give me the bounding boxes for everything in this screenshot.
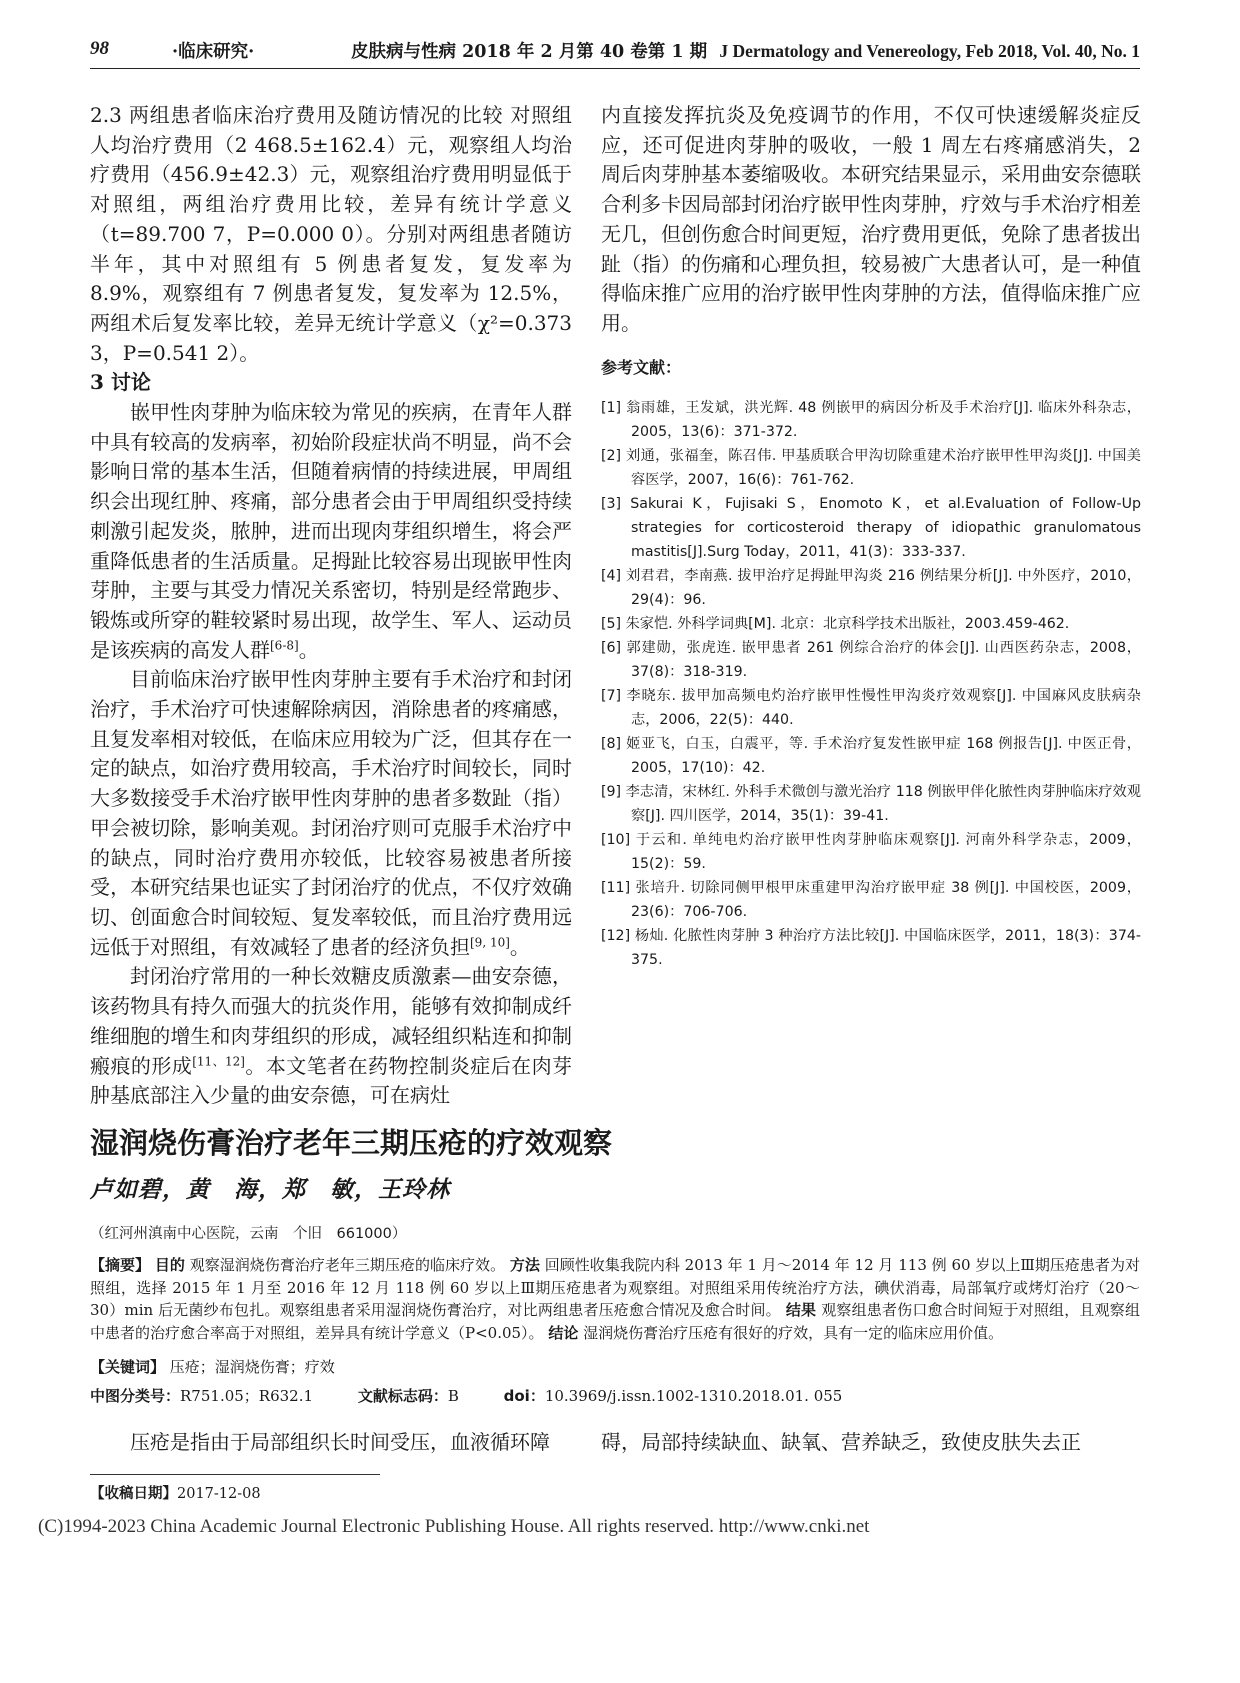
citation: [9, 10] <box>470 935 510 950</box>
paragraph-text: 嵌甲性肉芽肿为临床较为常见的疾病，在青年人群中具有较高的发病率，初始阶段症状尚不明显，尚不会影响日常的基本生活，但随着病情的持续进展，甲周组织会出现红肿、疼痛，部分患者会由于甲周组织受持续刺激引起发炎，脓肿，进而出现肉芽组织增生，将会严重降低患者的生活质量。足拇趾比较容易出现嵌甲性肉芽肿，主要与其受力情况关系密切，特别是经常跑步、锻炼或所穿的鞋较紧时易出现，故学生、军人、运动员是该疾病的高发人群 <box>90 400 572 662</box>
received-label: 【收稿日期】 <box>90 1486 177 1502</box>
received-value: 2017-12-08 <box>177 1486 261 1502</box>
doi-value: 10.3969/j.issn.1002-1310.2018.01. 055 <box>544 1387 843 1405</box>
method-label: 方法 <box>509 1256 540 1274</box>
reference-item: [9] 李志清，宋林红. 外科手术微创与激光治疗 118 例嵌甲伴化脓性肉芽肿临床疗效观察[J]. 四川医学，2014，35(1)：39-41. <box>601 784 1141 825</box>
article-authors: 卢如碧，黄 海，郑 敏，王玲林 <box>90 1176 450 1203</box>
clc-label: 中图分类号： <box>90 1387 181 1405</box>
article-title: 湿润烧伤膏治疗老年三期压疮的疗效观察 <box>90 1126 613 1160</box>
reference-item: [7] 李晓东. 拔甲加高频电灼治疗嵌甲性慢性甲沟炎疗效观察[J]. 中国麻风皮肤病杂志，2006，22(5)：440. <box>601 688 1141 729</box>
doc-code-value: B <box>447 1387 459 1405</box>
right-column <box>601 101 1141 972</box>
article-body-left: 压疮是指由于局部组织长时间受压，血液循环障 <box>130 1430 550 1454</box>
reference-item: [8] 姬亚飞，白玉，白震平，等. 手术治疗复发性嵌甲症 168 例报告[J]. 中医正骨，2005，17(10)：42. <box>601 736 1141 777</box>
journal-info <box>351 38 1140 63</box>
paragraph-text: 目前临床治疗嵌甲性肉芽肿主要有手术治疗和封闭治疗，手术治疗可快速解除病因，消除患者的疼痛感，且复发率相对较低，在临床应用较为广泛，但其存在一定的缺点，如治疗费用较高，手术治疗时间较长，同时大多数接受手术治疗嵌甲性肉芽肿的患者多数趾（指）甲会被切除，影响美观。封闭治疗则可克服手术治疗中的缺点，同时治疗费用亦较低，比较容易被患者所接受，本研究结果也证实了封闭治疗的优点，不仅疗效确切、创面愈合时间较短、复发率较低，而且治疗费用远远低于对照组，有效减轻了患者的经济负担 <box>90 667 572 959</box>
discussion-continued: 内直接发挥抗炎及免疫调节的作用，不仅可快速缓解炎症反应，还可促进肉芽肿的吸收，一般 1 周左右疼痛感消失，2 周后肉芽肿基本萎缩吸收。本研究结果显示，采用曲安奈德联合利多卡因局部封闭治疗嵌甲性肉芽肿，疗效与手术治疗相差无几，但创伤愈合时间更短，治疗费用更低，免除了患者拔出趾（指）的伤痛和心理负担，较易被广大患者认可，是一种值得临床推广应用的治疗嵌甲性肉芽肿的方法，值得临床推广应用。 <box>601 103 1141 335</box>
doc-code-label: 文献标志码： <box>357 1387 448 1405</box>
references-title: 参考文献： <box>601 357 682 377</box>
keywords-text: 压疮；湿润烧伤膏；疗效 <box>169 1358 335 1376</box>
abstract <box>90 1254 1140 1344</box>
discussion-paragraph-1: 嵌甲性肉芽肿为临床较为常见的疾病，在青年人群中具有较高的发病率，初始阶段症状尚不明显，尚不会影响日常的基本生活，但随着病情的持续进展，甲周组织会出现红肿、疼痛，部分患者会由于甲周组织受持续刺激引起发炎，脓肿，进而出现肉芽组织增生，将会严重降低患者的生活质量。足拇趾比较容易出现嵌甲性肉芽肿，主要与其受力情况关系密切，特别是经常跑步、锻炼或所穿的鞋较紧时易出现，故学生、军人、运动员是该疾病的高发人群[6-8]。 <box>90 400 572 662</box>
reference-item: [2] 刘通，张福奎，陈召伟. 甲基质联合甲沟切除重建术治疗嵌甲性甲沟炎[J]. 中国美容医学，2007，16(6)：761-762. <box>601 448 1141 489</box>
page-header <box>90 38 1140 70</box>
clc-value: R751.05；R632.1 <box>180 1387 314 1405</box>
reference-item: [10] 于云和. 单纯电灼治疗嵌甲性肉芽肿临床观察[J]. 河南外科学杂志，2009，15(2)：59. <box>601 832 1141 873</box>
result-text: 观察组患者伤口愈合时间短于对照组，且观察组中患者的治疗愈合率高于对照组，差异具有统计学意义（P<0.05）。 <box>90 1301 1140 1342</box>
objective-label: 目的 <box>154 1256 185 1274</box>
keywords <box>90 1356 335 1377</box>
article-body-right: 碍，局部持续缺血、缺氧、营养缺乏，致使皮肤失去正 <box>601 1430 1081 1454</box>
section-label: ·临床研究· <box>172 42 255 62</box>
reference-item: [5] 朱家恺. 外科学词典[M]. 北京：北京科学技术出版社，2003.459-462. <box>601 616 1070 633</box>
conclusion-label: 结论 <box>548 1323 579 1342</box>
objective-text: 观察湿润烧伤膏治疗老年三期压疮的临床疗效。 <box>189 1256 506 1274</box>
reference-list <box>601 396 1141 972</box>
discussion-paragraph-3 <box>90 962 572 1111</box>
classification-line <box>90 1385 1140 1406</box>
received-date <box>90 1482 261 1503</box>
journal-name-en: J Dermatology and Venereology, Feb 2018, Vol. 40, No. 1 <box>719 41 1140 61</box>
doi-label: doi： <box>503 1387 545 1405</box>
paragraph-text: 。本文笔者在药物控制炎症后在肉芽肿基底部注入少量的曲安奈德，可在病灶 <box>90 1053 573 1108</box>
reference-item: [11] 张培升. 切除同侧甲根甲床重建甲沟治疗嵌甲症 38 例[J]. 中国校医，2009，23(6)：706-706. <box>601 880 1141 921</box>
reference-item: [1] 翁雨雄，王发斌，洪光辉. 48 例嵌甲的病因分析及手术治疗[J]. 临床外科杂志，2005，13(6)：371-372. <box>601 400 1141 441</box>
keywords-label: 【关键词】 <box>90 1358 166 1376</box>
citation: [11、12] <box>192 1053 245 1068</box>
abstract-label: 【摘要】 <box>90 1256 151 1274</box>
page-number: 98 <box>90 38 109 59</box>
paragraph-text: 封闭治疗常用的一种长效糖皮质激素—曲安奈德，该药物具有持久而强大的抗炎作用，能够有效抑制成纤维细胞的增生和肉芽组织的形成，减轻组织粘连和抑制瘢痕的形成 <box>90 964 572 1078</box>
author-affiliation: （红河州滇南中心医院，云南 个旧 661000） <box>90 1226 407 1242</box>
reference-item: [6] 郭建勋，张虎连. 嵌甲患者 261 例综合治疗的体会[J]. 山西医药杂志，2008，37(8)：318-319. <box>601 640 1141 681</box>
header-rule <box>90 68 1140 69</box>
reference-item: [3] Sakurai K，Fujisaki S，Enomoto K，et al.Evaluation of Follow-Up strategies for corticosteroid therapy of idiopathic granulomatous mastitis[J].Surg Today，2011，41(3)：333-337. <box>601 496 1141 561</box>
discussion-paragraph-2: 目前临床治疗嵌甲性肉芽肿主要有手术治疗和封闭治疗，手术治疗可快速解除病因，消除患者的疼痛感，且复发率相对较低，在临床应用较为广泛，但其存在一定的缺点，如治疗费用较高，手术治疗时间较长，同时大多数接受手术治疗嵌甲性肉芽肿的患者多数趾（指）甲会被切除，影响美观。封闭治疗则可克服手术治疗中的缺点，同时治疗费用亦较低，比较容易被患者所接受，本研究结果也证实了封闭治疗的优点，不仅疗效确切、创面愈合时间较短、复发率较低，而且治疗费用远远低于对照组，有效减轻了患者的经济负担[9, 10]。 <box>90 667 572 959</box>
footnote-rule <box>90 1474 380 1475</box>
reference-item: [4] 刘君君，李南燕. 拔甲治疗足拇趾甲沟炎 216 例结果分析[J]. 中外医疗，2010，29(4)：96. <box>601 568 1141 609</box>
conclusion-text: 湿润烧伤膏治疗压疮有很好的疗效，具有一定的临床应用价值。 <box>583 1323 1004 1342</box>
section-2-3-paragraph: 2.3 两组患者临床治疗费用及随访情况的比较 对照组人均治疗费用（2 468.5±162.4）元，观察组人均治疗费用（456.9±42.3）元，观察组治疗费用明显低于对照组，两组治疗费用比较，差异有统计学意义（t=89.700 7，P=0.000 0）。分别对两组患者随访半年，其中对照组有 5 例患者复发，复发率为 8.9%，观察组有 7 例患者复发，复发率为 12.5%，两组术后复发率比较，差异无统计学意义（χ²=0.373 3，P=0.541 2）。 <box>90 103 572 365</box>
reference-item: [12] 杨灿. 化脓性肉芽肿 3 种治疗方法比较[J]. 中国临床医学，2011，18(3)：374-375. <box>601 928 1141 969</box>
citation: [6-8] <box>270 638 299 652</box>
result-label: 结果 <box>785 1301 817 1319</box>
left-column <box>90 101 572 1111</box>
section-3-heading: 3 讨论 <box>90 370 151 395</box>
method-text: 回顾性收集我院内科 2013 年 1 月～2014 年 12 月 113 例 60 岁以上Ⅲ期压疮患者为对照组，选择 2015 年 1 月至 2016 年 12 月 118 例 60 岁以上Ⅲ期压疮患者为观察组。对照组采用传统治疗方法，碘伏消毒，局部氧疗或烤灯治疗（20～30）min 后无菌纱布包扎。观察组患者采用湿润烧伤膏治疗，对比两组患者压疮愈合情况及愈合时间。 <box>90 1256 1140 1319</box>
journal-name-cn: 皮肤病与性病 2018 年 2 月第 40 卷第 1 期 <box>350 42 708 62</box>
copyright-notice: (C)1994-2023 China Academic Journal Electronic Publishing House. All rights reserved. http://www.cnki.net <box>38 1516 870 1537</box>
